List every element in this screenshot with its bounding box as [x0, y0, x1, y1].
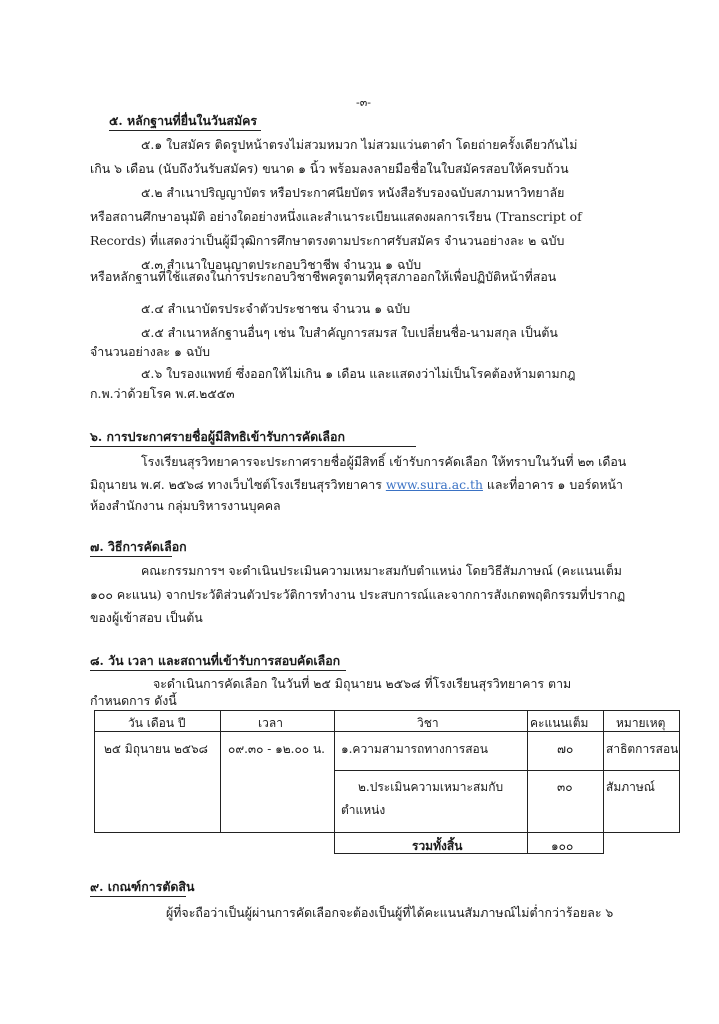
table-border — [679, 710, 680, 833]
section-7-heading: ๗. วิธีการคัดเลือก — [90, 539, 187, 554]
header-subject: วิชา — [417, 716, 439, 730]
cell-note-1: สาธิตการสอน — [606, 742, 679, 756]
item-5-3-line-1: ๕.๓ สำเนาใบอนุญาตประกอบวิชาชีพ จำนวน ๑ ฉบับ — [141, 257, 422, 272]
table-border — [334, 710, 335, 854]
section-5-heading: ๕. หลักฐานที่ยื่นในวันสมัคร — [109, 113, 258, 128]
table-border — [94, 832, 680, 833]
cell-time: ๐๙.๓๐ - ๑๒.๐๐ น. — [228, 742, 325, 756]
cell-subject-1: ๑.ความสามารถทางการสอน — [341, 742, 488, 756]
item-5-2-line-3: Records) ที่แสดงว่าเป็นผู้มีวุฒิการศึกษาตรงตามประกาศรับสมัคร จำนวนอย่างละ ๒ ฉบับ — [90, 233, 565, 248]
section-7-line-2: ๑๐๐ คะแนน) จากประวัติส่วนตัวประวัติการทำงาน ประสบการณ์และจากการสังเกตพฤติกรรมที่ปรากฏ — [90, 587, 626, 602]
heading-underline — [90, 896, 186, 897]
table-border — [334, 770, 680, 771]
section-8-line-1: จะดำเนินการคัดเลือก ในวันที่ ๒๕ มิถุนายน ๒๕๖๘ ที่โรงเรียนสุรวิทยาคาร ตาม — [153, 676, 572, 691]
cell-note-2: สัมภาษณ์ — [606, 780, 655, 794]
header-date: วัน เดือน ปี — [128, 716, 186, 730]
section-6-heading: ๖. การประกาศรายชื่อผู้มีสิทธิเข้ารับการคัดเลือก — [90, 429, 345, 444]
item-5-6-line-1: ๕.๖ ใบรองแพทย์ ซึ่งออกให้ไม่เกิน ๑ เดือน และแสดงว่าไม่เป็นโรคต้องห้ามตามกฎ — [141, 366, 576, 381]
item-5-5-line-1: ๕.๕ สำเนาหลักฐานอื่นๆ เช่น ใบสำคัญการสมรส ใบเปลี่ยนชื่อ-นามสกุล เป็นต้น — [141, 325, 558, 340]
table-border — [603, 710, 604, 854]
table-border — [527, 710, 528, 854]
section-8-heading: ๘. วัน เวลา และสถานที่เข้ารับการสอบคัดเลือก — [90, 653, 341, 668]
item-5-1-line-2: เกิน ๖ เดือน (นับถึงวันรับสมัคร) ขนาด ๑ นิ้ว พร้อมลงลายมือชื่อในใบสมัครสอบให้ครบถ้วน — [90, 161, 569, 176]
item-5-1-line-1: ๕.๑ ใบสมัคร ติดรูปหน้าตรงไม่สวมหมวก ไม่สวมแว่นตาดำ โดยถ่ายครั้งเดียวกันไม่ — [141, 137, 578, 152]
header-time: เวลา — [258, 716, 283, 730]
heading-underline — [90, 670, 346, 671]
heading-underline — [90, 556, 172, 557]
cell-subject-2-line-2: ตำแหน่ง — [341, 803, 386, 817]
item-5-4: ๕.๔ สำเนาบัตรประจำตัวประชาชน จำนวน ๑ ฉบับ — [141, 301, 411, 316]
section-7-line-1: คณะกรรมการฯ จะดำเนินประเมินความเหมาะสมกับตำแหน่ง โดยวิธีสัมภาษณ์ (คะแนนเต็ม — [141, 563, 622, 578]
total-value: ๑๐๐ — [551, 839, 574, 853]
announcement-text: มิถุนายน พ.ศ. ๒๕๖๘ ทางเว็บไซต์โรงเรียนสุรวิทยาคาร — [90, 477, 382, 492]
item-5-5-line-2: จำนวนอย่างละ ๑ ฉบับ — [90, 344, 210, 359]
item-5-6-line-2: ก.พ.ว่าด้วยโรค พ.ศ.๒๕๕๓ — [90, 386, 235, 401]
heading-underline — [90, 446, 416, 447]
heading-underline — [109, 130, 261, 131]
section-8-line-2: กำหนดการ ดังนี้ — [90, 693, 177, 708]
announcement-text-2: และที่อาคาร ๑ บอร์ดหน้า — [486, 477, 623, 492]
section-7-line-3: ของผู้เข้าสอบ เป็นต้น — [90, 610, 203, 625]
cell-score-1: ๗๐ — [557, 742, 574, 756]
section-9-line-1: ผู้ที่จะถือว่าเป็นผู้ผ่านการคัดเลือกจะต้องเป็นผู้ที่ได้คะแนนสัมภาษณ์ไม่ต่ำกว่าร้อยละ ๖ — [166, 905, 614, 920]
page-number: -๓- — [356, 96, 371, 109]
header-remark: หมายเหตุ — [616, 716, 666, 730]
header-full-score: คะแนนเต็ม — [530, 716, 589, 730]
item-5-2-line-1: ๕.๒ สำเนาปริญญาบัตร หรือประกาศนียบัตร หนังสือรับรองฉบับสภามหาวิทยาลัย — [141, 185, 565, 200]
cell-subject-2-line-1: ๒.ประเมินความเหมาะสมกับ — [358, 780, 504, 794]
table-border — [94, 710, 680, 711]
total-label: รวมทั้งสิ้น — [412, 839, 463, 853]
section-6-line-2 — [90, 476, 623, 495]
item-5-2-line-2: หรือสถานศึกษาอนุมัติ อย่างใดอย่างหนึ่งและสำเนาระเบียนแสดงผลการเรียน (Transcript of — [90, 209, 582, 224]
section-6-line-1: โรงเรียนสุรวิทยาคารจะประกาศรายชื่อผู้มีสิทธิ์ เข้ารับการคัดเลือก ให้ทราบในวันที่ ๒๓ เดือน — [141, 454, 627, 469]
section-6-line-3: ห้องสำนักงาน กลุ่มบริหารงานบุคคล — [90, 498, 281, 513]
item-5-3-line-2: หรือหลักฐานที่ใช้แสดงในการประกอบวิชาชีพครูตามที่คุรุสภาออกให้เพื่อปฏิบัติหน้าที่สอน — [90, 269, 557, 284]
section-9-heading: ๙. เกณฑ์การตัดสิน — [90, 879, 195, 894]
table-border — [220, 710, 221, 833]
cell-date: ๒๕ มิถุนายน ๒๕๖๘ — [104, 742, 208, 756]
school-website-link[interactable]: www.sura.ac.th — [385, 477, 483, 492]
cell-score-2: ๓๐ — [557, 780, 573, 794]
table-border — [94, 710, 95, 833]
